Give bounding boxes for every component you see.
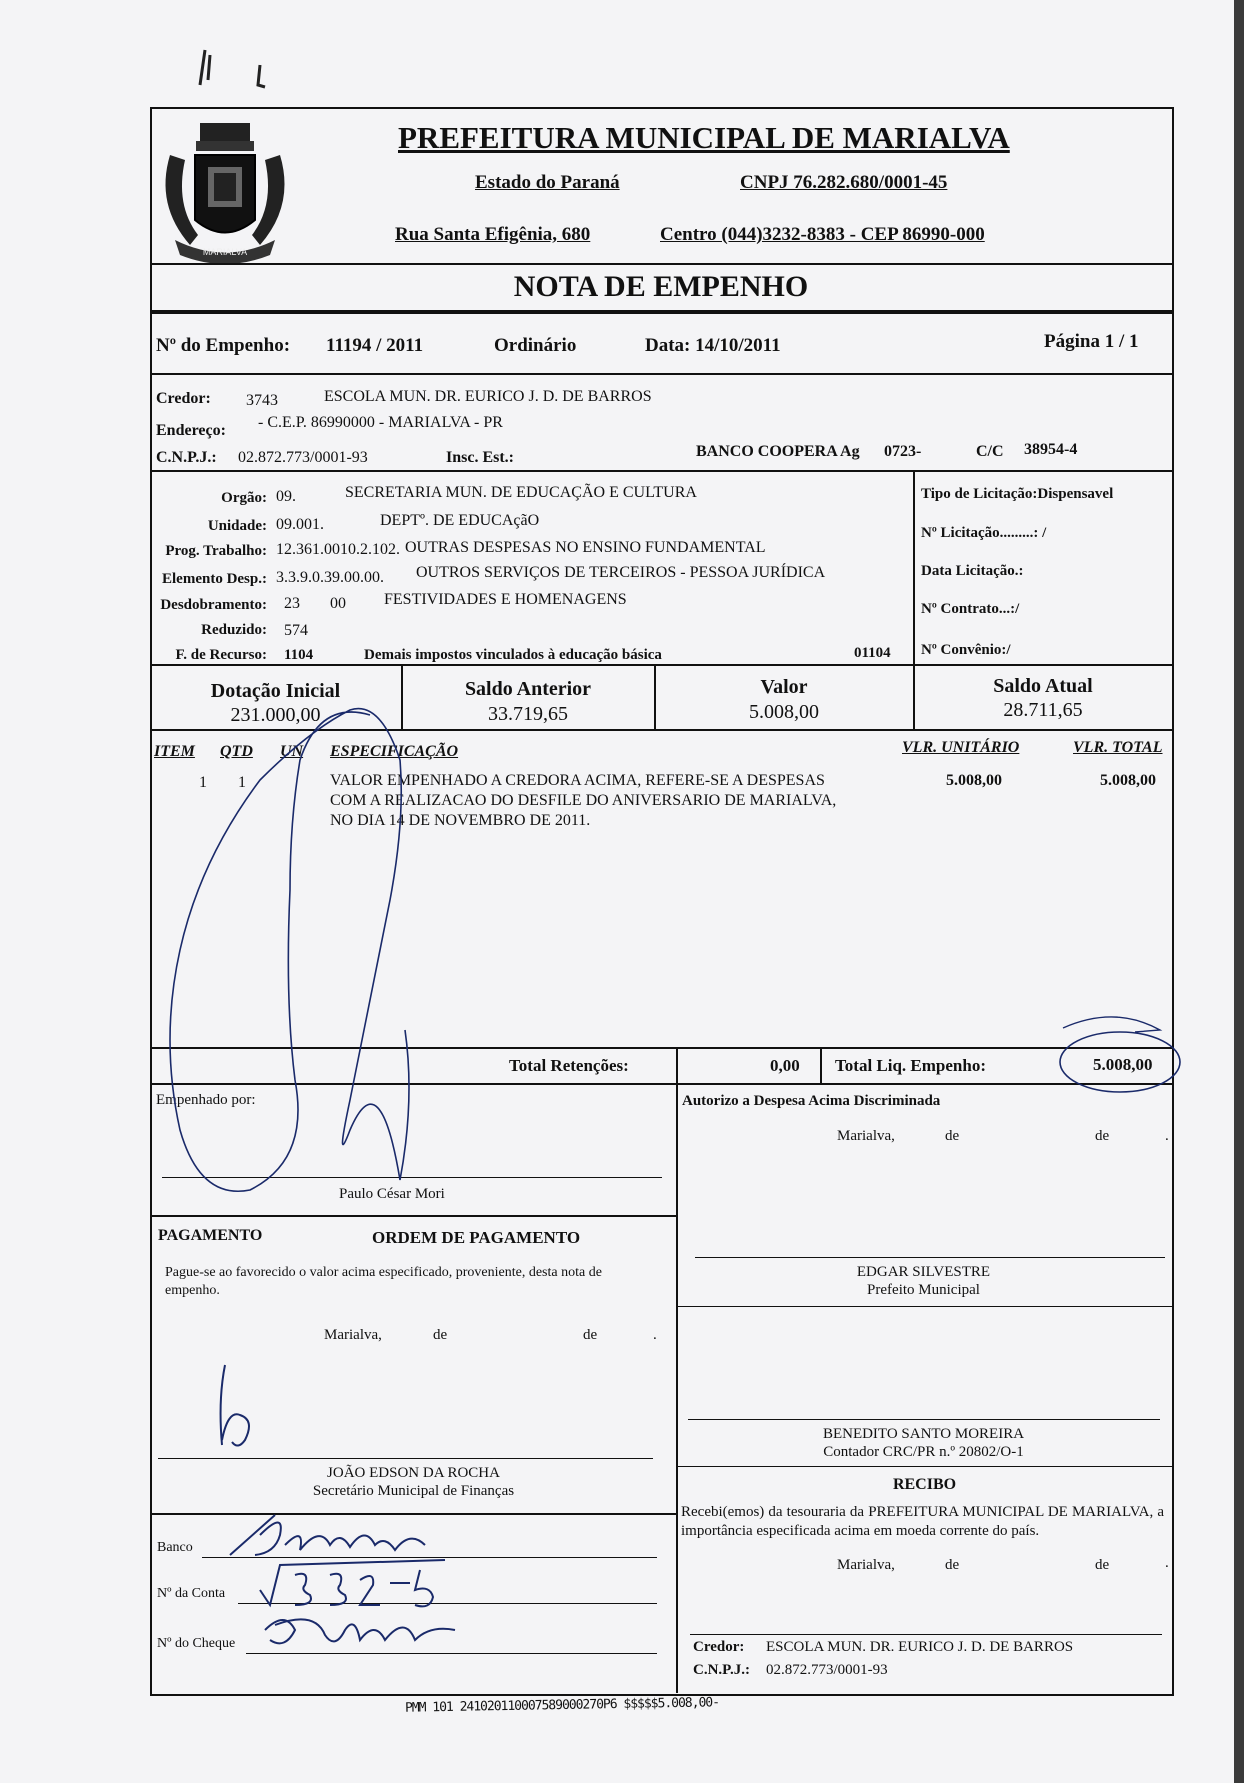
empenhado-name: Paulo César Mori (339, 1186, 445, 1202)
empenho-number: 11194 / 2011 (326, 335, 424, 356)
prog-code: 12.361.0010.2.102. (276, 541, 400, 558)
recibo-dot: . (1165, 1555, 1169, 1571)
pagamento-de: de (433, 1327, 448, 1343)
total-retencoes-value: 0,00 (770, 1056, 800, 1075)
licitacao-data: Data Licitação.: (921, 563, 1024, 579)
credor-address: - C.E.P. 86990000 - MARIALVA - PR (258, 414, 503, 431)
unidade-name: DEPTº. DE EDUCAçãO (380, 512, 540, 529)
contador-role: Contador CRC/PR n.º 20802/O-1 (823, 1444, 1024, 1460)
prog-label: Prog. Trabalho: (165, 543, 267, 559)
item-qtd: 1 (238, 774, 246, 791)
address-label: Rua Santa Efigênia, 680 (395, 224, 591, 245)
item-spec-line: COM A REALIZACAO DO DESFILE DO ANIVERSARIO DE MARIALVA, (330, 792, 837, 809)
empenho-type: Ordinário (494, 335, 577, 356)
prefeito-name: EDGAR SILVESTRE (856, 1264, 991, 1280)
recibo-credor-label: Credor: (693, 1639, 745, 1655)
orgao-label: Orgão: (221, 490, 267, 506)
contact-label: Centro (044)3232-8383 - CEP 86990-000 (660, 224, 985, 245)
item-spec-line: VALOR EMPENHADO A CREDORA ACIMA, REFERE-SE A DESPESAS (330, 772, 825, 789)
recurso-code: 1104 (284, 647, 314, 663)
total-liquido-value: 5.008,00 (1093, 1055, 1153, 1074)
col-header-unit-value: VLR. UNITÁRIO (902, 739, 1020, 756)
pagamento-label: PAGAMENTO (158, 1227, 263, 1244)
balance-label-saldo-anterior: Saldo Anterior (464, 678, 592, 700)
address-field-label: Endereço: (156, 422, 226, 439)
item-unit-value: 5.008,00 (946, 772, 1002, 789)
recibo-de: de (945, 1557, 960, 1573)
secretario-role: Secretário Municipal de Finanças (312, 1483, 515, 1499)
empenho-date: Data: 14/10/2011 (645, 335, 781, 356)
cnpj-field-label: C.N.P.J.: (156, 449, 217, 466)
pagamento-de: de (583, 1327, 598, 1343)
recibo-cnpj: 02.872.773/0001-93 (766, 1662, 888, 1678)
balance-value-saldo-anterior: 33.719,65 (488, 703, 568, 725)
total-liquido-label: Total Liq. Empenho: (835, 1056, 986, 1075)
pagamento-dot: . (653, 1327, 657, 1343)
prog-name: OUTRAS DESPESAS NO ENSINO FUNDAMENTAL (405, 539, 766, 556)
table-row (150, 770, 1170, 840)
scan-artifact-marks (190, 45, 280, 95)
recibo-city: Marialva, (837, 1557, 895, 1573)
cheque-label: Nº do Cheque (157, 1636, 236, 1651)
recurso-name: Demais impostos vinculados à educação básica (364, 647, 662, 663)
item-total-value: 5.008,00 (1100, 772, 1156, 789)
banco-label: Banco (157, 1540, 193, 1555)
credor-code: 3743 (246, 392, 278, 409)
autorizo-de: de (1095, 1128, 1110, 1144)
balance-label-valor: Valor (760, 676, 808, 698)
credor-label: Credor: (156, 390, 211, 407)
orgao-name: SECRETARIA MUN. DE EDUCAÇÃO E CULTURA (345, 484, 697, 501)
page-indicator: Página 1 / 1 (1044, 331, 1139, 352)
licitacao-numero: Nº Licitação.........: / (921, 525, 1047, 541)
empenhado-label: Empenhado por: (156, 1092, 256, 1108)
bank-name: BANCO COOPERA Ag (696, 443, 860, 460)
pagamento-city: Marialva, (324, 1327, 382, 1343)
cc-label: C/C (976, 443, 1004, 460)
autorizo-city: Marialva, (837, 1128, 895, 1144)
city-hall-title: PREFEITURA MUNICIPAL DE MARIALVA (398, 120, 1010, 155)
elemento-name: OUTROS SERVIÇOS DE TERCEIROS - PESSOA JURÍDICA (416, 564, 826, 581)
desdobramento-name: FESTIVIDADES E HOMENAGENS (384, 591, 627, 608)
item-number: 1 (199, 774, 207, 791)
convenio-numero: Nº Convênio:/ (921, 642, 1011, 658)
balance-label-saldo-atual: Saldo Atual (993, 675, 1093, 697)
recurso-number: 01104 (854, 645, 891, 661)
total-retencoes-label: Total Retenções: (509, 1056, 629, 1075)
col-header-qtd: QTD (220, 743, 253, 760)
contador-name: BENEDITO SANTO MOREIRA (822, 1426, 1025, 1442)
ordem-pagamento-label: ORDEM DE PAGAMENTO (372, 1228, 581, 1247)
credor-name: ESCOLA MUN. DR. EURICO J. D. DE BARROS (324, 388, 652, 405)
autorizo-de: de (945, 1128, 960, 1144)
insc-est-label: Insc. Est.: (446, 449, 515, 466)
cc-number: 38954-4 (1024, 441, 1078, 458)
desdobramento-sub: 00 (330, 595, 346, 612)
pagamento-text: Pague-se ao favorecido o valor acima especificado, proveniente, desta nota de empenho. (165, 1265, 602, 1298)
unidade-label: Unidade: (207, 518, 267, 534)
elemento-code: 3.3.9.0.39.00.00. (276, 569, 384, 586)
svg-text:MARIALVA: MARIALVA (202, 247, 248, 257)
prefeito-role: Prefeito Municipal (867, 1282, 980, 1298)
desdobramento-code: 23 (284, 595, 300, 612)
reduzido-code: 574 (284, 622, 308, 639)
recibo-text: Recebi(emos) da tesouraria da PREFEITURA MUNICIPAL DE MARIALVA, a importância especificada acima em moeda corrente do país. (681, 1504, 1164, 1539)
col-header-total-value: VLR. TOTAL (1073, 739, 1163, 756)
balance-label-dotacao: Dotação Inicial (210, 680, 341, 702)
state-label: Estado do Paraná (475, 172, 620, 193)
secretario-name: JOÃO EDSON DA ROCHA (327, 1465, 500, 1481)
orgao-code: 09. (276, 488, 296, 505)
credor-cnpj: 02.872.773/0001-93 (238, 449, 368, 466)
balance-value-dotacao: 231.000,00 (230, 704, 321, 726)
contrato-numero: Nº Contrato...:/ (921, 601, 1020, 617)
autorizo-label: Autorizo a Despesa Acima Discriminada (682, 1093, 941, 1109)
col-header-item: ITEM (154, 743, 195, 760)
recibo-title: RECIBO (892, 1476, 957, 1493)
elemento-label: Elemento Desp.: (162, 571, 267, 587)
balance-value-valor: 5.008,00 (749, 701, 819, 723)
bank-agency: 0723- (884, 443, 922, 460)
conta-label: Nº da Conta (157, 1586, 226, 1601)
recibo-credor-name: ESCOLA MUN. DR. EURICO J. D. DE BARROS (766, 1639, 1074, 1655)
recurso-label: F. de Recurso: (175, 647, 267, 663)
reduzido-label: Reduzido: (201, 622, 267, 638)
recibo-de: de (1095, 1557, 1110, 1573)
recibo-cnpj-label: C.N.P.J.: (693, 1662, 750, 1678)
footer-authentication-code: PMM 101 241020110007589000270P6 $$$$$5.008,00- (404, 1695, 720, 1716)
autorizo-dot: . (1165, 1128, 1169, 1144)
licitacao-tipo: Tipo de Licitação:Dispensavel (921, 486, 1114, 502)
empenho-number-label: Nº do Empenho: (156, 335, 291, 356)
document-title: NOTA DE EMPENHO (513, 270, 809, 303)
cnpj-label: CNPJ 76.282.680/0001-45 (740, 172, 948, 193)
desdobramento-label: Desdobramento: (160, 597, 267, 613)
col-header-spec: ESPECIFICAÇÃO (330, 743, 459, 760)
col-header-un: UN (280, 743, 304, 760)
balance-value-saldo-atual: 28.711,65 (1003, 699, 1083, 721)
unidade-code: 09.001. (276, 516, 324, 533)
item-spec-line: NO DIA 14 DE NOVEMBRO DE 2011. (330, 812, 591, 829)
